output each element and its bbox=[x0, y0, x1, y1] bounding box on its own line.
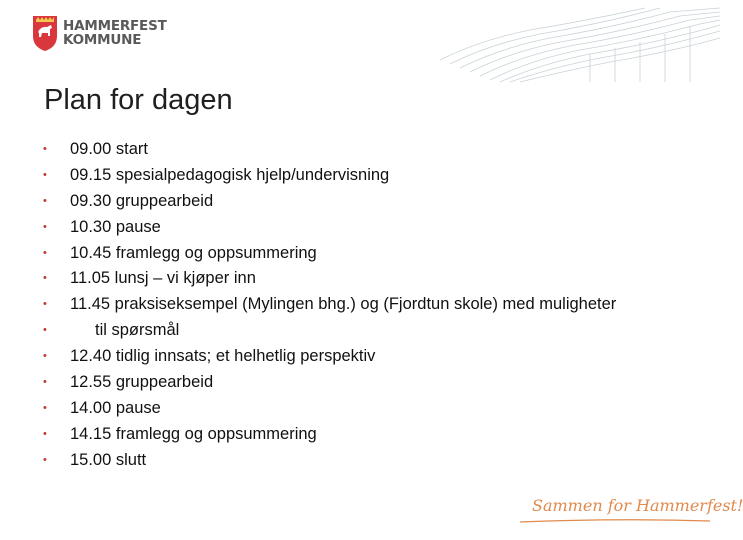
bullet-icon: • bbox=[43, 324, 47, 337]
list-item: • 14.15 framlegg og oppsummering bbox=[40, 422, 705, 448]
slide-title: Plan for dagen bbox=[44, 84, 233, 116]
footer-tagline: Sammen for Hammerfest! bbox=[532, 496, 743, 515]
list-item: • 09.15 spesialpedagogisk hjelp/undervisning bbox=[40, 163, 705, 189]
list-item: • 11.05 lunsj – vi kjøper inn bbox=[40, 266, 705, 292]
list-item: • 15.00 slutt bbox=[40, 448, 705, 474]
bullet-icon: • bbox=[43, 194, 47, 207]
bullet-icon: • bbox=[43, 220, 47, 233]
bullet-icon: • bbox=[43, 427, 47, 440]
hammerfest-kommune-logo bbox=[32, 14, 167, 56]
bullet-icon: • bbox=[43, 453, 47, 466]
bullet-icon: • bbox=[43, 272, 47, 285]
list-item: • til spørsmål bbox=[40, 318, 705, 344]
bullet-icon: • bbox=[43, 168, 47, 181]
logo-line-2: KOMMUNE bbox=[63, 32, 142, 48]
list-item: • 11.45 praksiseksempel (Mylingen bhg.) og (Fjordtun skole) med muligheter bbox=[40, 292, 705, 318]
list-item: • 12.40 tidlig innsats; et helhetlig perspektiv bbox=[40, 344, 705, 370]
decorative-contour-lines bbox=[440, 8, 720, 82]
list-item: • 14.00 pause bbox=[40, 396, 705, 422]
bullet-icon: • bbox=[43, 350, 47, 363]
bullet-icon: • bbox=[43, 401, 47, 414]
tagline-underline bbox=[520, 518, 710, 524]
list-item: • 09.30 gruppearbeid bbox=[40, 189, 705, 215]
agenda-list bbox=[40, 137, 705, 474]
bullet-icon: • bbox=[43, 246, 47, 259]
logo-line-1: HAMMERFEST bbox=[63, 18, 167, 34]
list-item: • 12.55 gruppearbeid bbox=[40, 370, 705, 396]
list-item: • 10.30 pause bbox=[40, 215, 705, 241]
list-item: • 09.00 start bbox=[40, 137, 705, 163]
logo-wordmark bbox=[63, 19, 167, 47]
bullet-icon: • bbox=[43, 298, 47, 311]
shield-icon bbox=[32, 14, 58, 52]
bullet-icon: • bbox=[43, 143, 47, 155]
list-item: • 10.45 framlegg og oppsummering bbox=[40, 241, 705, 267]
bullet-icon: • bbox=[43, 376, 47, 389]
